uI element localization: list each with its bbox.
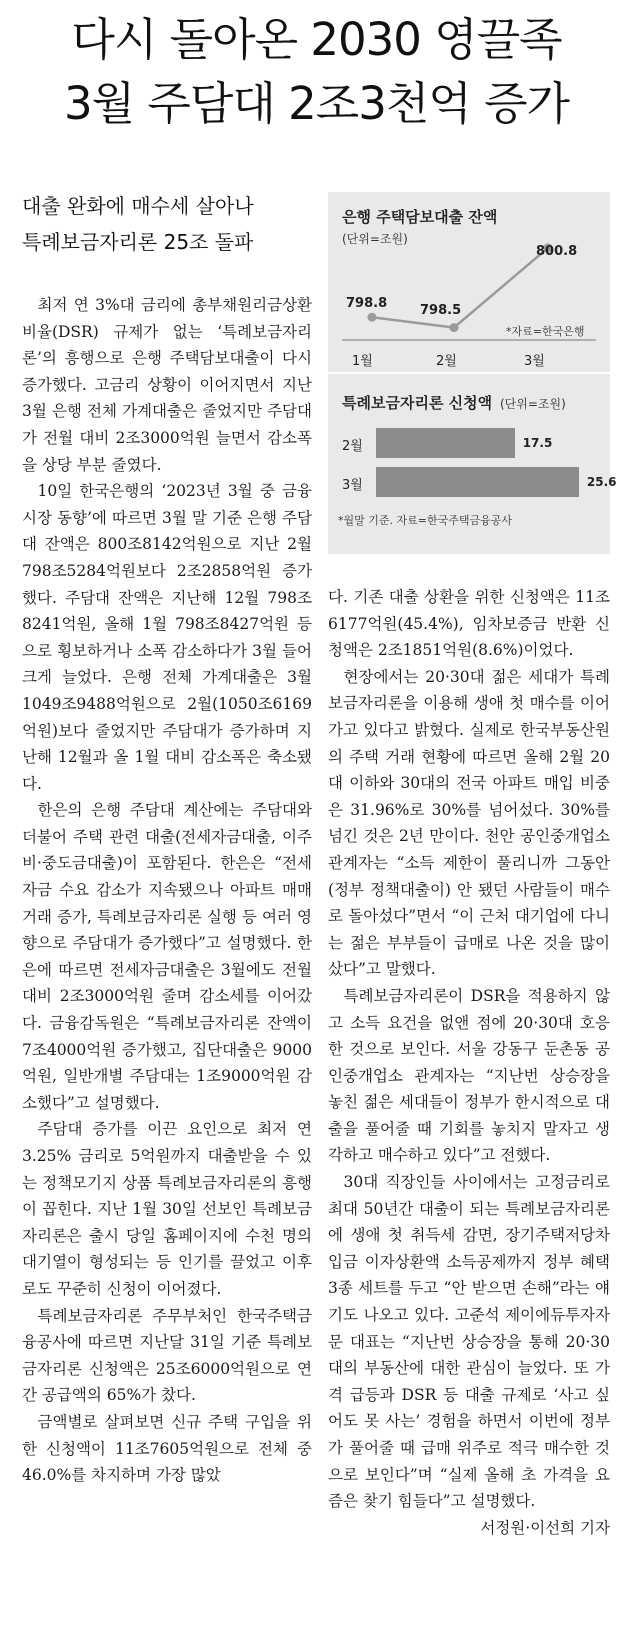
- line-chart-unit: (단위=조원): [342, 232, 408, 246]
- article-column-right: [328, 584, 610, 1541]
- article-paragraph: 한은의 은행 주담대 계산에는 주담대와 더불어 주택 관련 대출(전세자금대출, 이주비·중도금대출)이 포함된다. 한은은 “전세자금 수요 감소가 지속됐으나 아파트 매매 거래 증가, 특례보금자리론 실행 등 여러 영향으로 주담대가 증가했다”고 설명했다. 한은에 따르면 전세자금대출은 3월에도 전월 대비 2조3000억원 줄며 감소세를 이어갔다. 금융감독원은 “특례보금자리론 잔액이 7조4000억원 증가했고, 집단대출은 9000억원, 일반개별 주담대는 1조9000억원 감소했다”고 설명했다.: [22, 801, 312, 1112]
- article-paragraph: 10일 한국은행의 ‘2023년 3월 중 금융시장 동향’에 따르면 3월 말 기준 은행 주담대 잔액은 800조8142억원으로 지난 2월 798조5284억원보다 2조2858억원 증가했다. 주담대 잔액은 지난해 12월 798조8241억원, 올해 1월 798조8427억원 등으로 횡보하거나 소폭 감소하다가 3월 들어 크게 늘었다. 은행 전체 가계대출은 3월 1049조9488억원으로 2월(1050조6169억원)보다 줄었지만 주담대가 증가하며 지난해 12월과 올 1월 대비 감소폭은 축소됐다.: [22, 482, 312, 793]
- bar-mar: [376, 467, 579, 497]
- article-paragraph: 금액별로 살펴보면 신규 주택 구입을 위한 신청액이 11조7605억원으로 전체 중 46.0%를 차지하며 가장 많았: [22, 1412, 312, 1485]
- article-column-left: [22, 292, 312, 1489]
- line-chart-source: *자료=한국은행: [506, 325, 585, 338]
- data-label-feb: 798.5: [420, 303, 462, 318]
- bar-label-mar: 3월: [342, 478, 363, 493]
- data-label-mar: 800.8: [536, 244, 578, 259]
- line-chart-title: 은행 주택담보대출 잔액: [342, 208, 498, 226]
- byline: 서정원·이선희 기자: [480, 1518, 610, 1537]
- x-tick-label-jan: 1월: [352, 354, 373, 369]
- subheadline-line-2: 특례보금자리론 25조 돌파: [22, 230, 254, 254]
- bar-value-mar: 25.6: [586, 475, 617, 489]
- article-paragraph: 특례보금자리론이 DSR을 적용하지 않고 소득 요건을 없앤 점에 20·30대 호응한 것으로 보인다. 서울 강동구 둔촌동 공인중개업소 관계자는 “지난번 상승장을 놓친 젊은 세대들이 정부가 한시적으로 대출을 풀어줄 때 기회를 놓치지 말자고 생각하고 매수하고 있다”고 전했다.: [328, 986, 610, 1165]
- article-paragraph: 최저 연 3%대 금리에 총부채원리금상환비율(DSR) 규제가 없는 ‘특례보금자리론’의 흥행으로 은행 주택담보대출이 다시 증가했다. 고금리 상황이 이어지면서 지난 3월 은행 전체 가계대출은 줄었지만 주담대가 전월 대비 2조3000억원 늘면서 감소폭을 상당 부분 줄였다.: [22, 296, 312, 474]
- article-paragraph: 30대 직장인들 사이에서는 고정금리로 최대 50년간 대출이 되는 특례보금자리론에 생애 첫 취득세 감면, 장기주택저당차입금 이자상환액 소득공제까지 정부 혜택 3종 세트를 두고 “안 받으면 손해”라는 얘기도 나오고 있다. 고준석 제이에듀투자자문 대표는 “지난번 상승장을 통해 20·30대의 부동산에 대한 관심이 늘었다. 또 가격 급등과 DSR 등 대출 규제로 ‘사고 싶어도 못 사는’ 경험을 하면서 이번에 정부가 풀어줄 때 급매 위주로 적극 매수한 것으로 보인다”며 “실제 올해 초 가격을 요즘은 찾기 힘들다”고 설명했다.: [328, 1173, 610, 1511]
- article-paragraph: 특례보금자리론 주무부처인 한국주택금융공사에 따르면 지난달 31일 기준 특례보금자리론 신청액은 25조6000억원으로 연간 공급액의 65%가 찼다.: [22, 1306, 312, 1405]
- bar-label-feb: 2월: [342, 439, 363, 454]
- bar-feb: [376, 428, 515, 458]
- headline-line-1: 다시 돌아온 2030 영끌족: [71, 13, 562, 66]
- x-tick-label-feb: 2월: [436, 354, 457, 369]
- x-tick-label-mar: 3월: [524, 354, 545, 369]
- info-graphic-box: [328, 192, 617, 554]
- data-label-jan: 798.8: [346, 296, 388, 311]
- bar-chart-title: 특례보금자리론 신청액: [342, 394, 493, 412]
- subheadline: [22, 188, 312, 260]
- headline: [0, 8, 633, 136]
- article-paragraph: 현장에서는 20·30대 젊은 세대가 특례보금자리론을 이용해 생애 첫 매수를 이어가고 있다고 밝혔다. 실제로 한국부동산원의 주택 거래 현황에 따르면 올해 2월 20대 이하와 30대의 전국 아파트 매입 비중은 31.96%로 30%를 넘어섰다. 30%를 넘긴 것은 2년 만이다. 천안 공인중개업소 관계자는 “소득 제한이 풀리니까 그동안(정부 정책대출이) 안 됐던 사람들이 매수로 돌아섰다”면서 “이 근처 대기업에 다니는 젊은 부부들이 급매로 나온 것을 많이 샀다”고 말했다.: [328, 667, 610, 979]
- bar-chart-note: *월말 기준. 자료=한국주택금융공사: [338, 514, 512, 527]
- headline-line-2: 3월 주담대 2조3천억 증가: [63, 77, 570, 130]
- bar-chart-unit: (단위=조원): [500, 397, 566, 411]
- subheadline-line-1: 대출 완화에 매수세 살아나: [22, 194, 254, 218]
- article-paragraph: 주담대 증가를 이끈 요인으로 최저 연 3.25% 금리로 5억원까지 대출받을 수 있는 정책모기지 상품 특례보금자리론의 흥행이 꼽힌다. 지난 1월 30일 선보인 특례보금자리론은 출시 당일 홈페이지에 수천 명의 대기열이 형성되는 등 인기를 끌었고 이후로도 꾸준히 신청이 이어졌다.: [22, 1120, 312, 1298]
- bar-value-feb: 17.5: [522, 436, 553, 450]
- data-point-jan: [368, 313, 377, 322]
- article-paragraph-continued: 다. 기존 대출 상환을 위한 신청액은 11조6177억원(45.4%), 임차보증금 반환 신청액은 2조1851억원(8.6%)이었다.: [328, 588, 610, 660]
- data-point-feb: [450, 323, 459, 332]
